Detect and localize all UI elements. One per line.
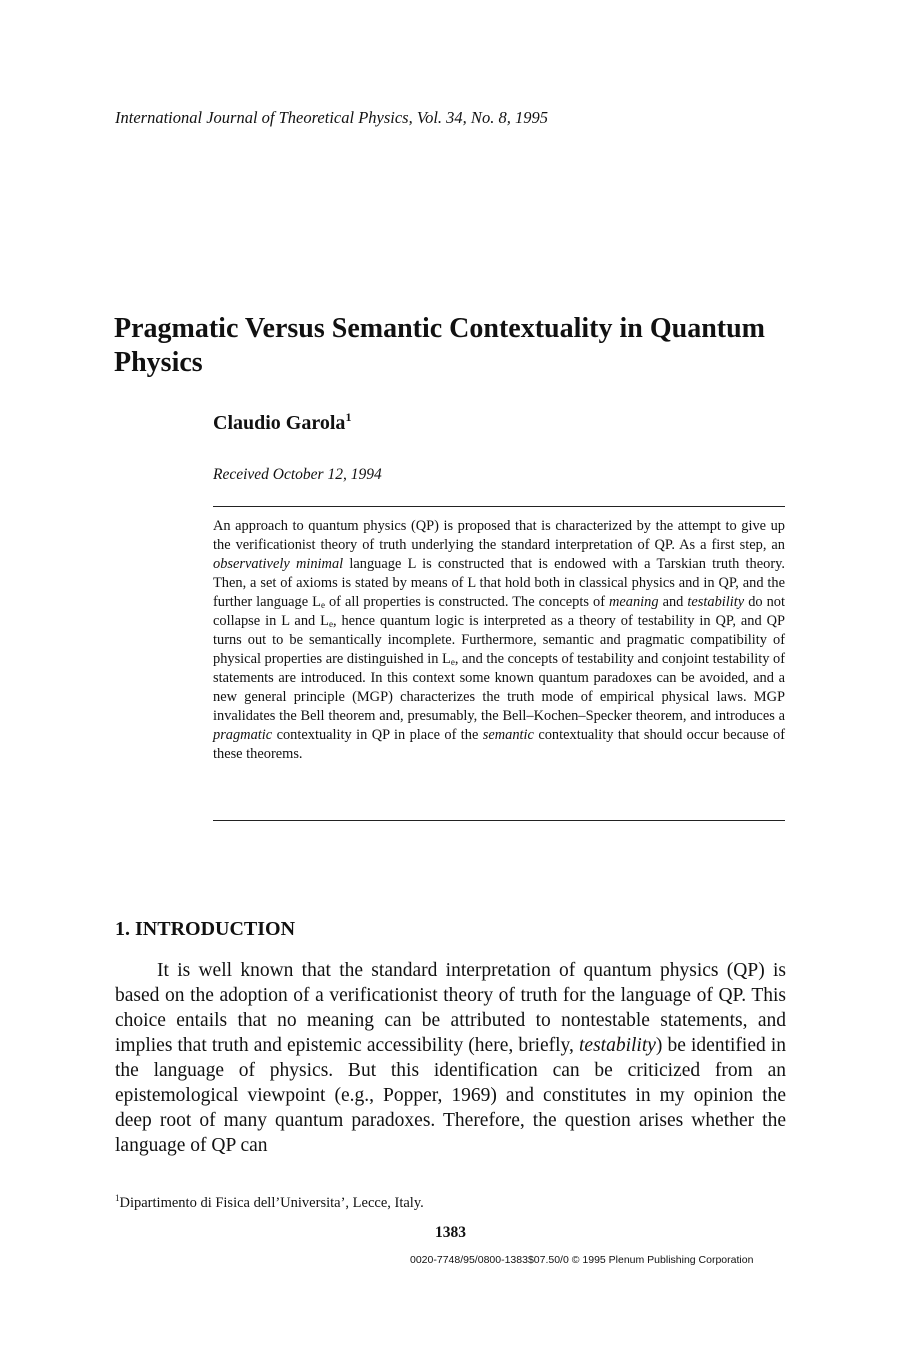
abstract	[213, 517, 785, 764]
abstract-text: do not collapse in L and L	[213, 594, 785, 629]
intro-paragraph	[115, 958, 786, 1158]
footnote-mark: 1	[115, 1193, 120, 1203]
abstract-text: of all properties is constructed. The concepts of	[324, 594, 610, 610]
paper-title: Pragmatic Versus Semantic Contextuality in Quantum Physics	[114, 313, 765, 378]
abstract-subscript: e	[450, 657, 455, 667]
abstract-text: , and the concepts of testability and conjoint testability of statements are introduced. In this context some known quantum paradoxes can be avoided, and a new general principle (MGP) characterizes the truth mode of empirical physical laws. MGP invalidates the Bell theorem and, presumably, the Bell–Kochen–Specker theorem, and introduces a	[213, 651, 785, 724]
intro-italic: testability	[579, 1035, 656, 1056]
abstract-subscript: e	[320, 600, 325, 610]
abstract-italic: meaning	[609, 594, 659, 610]
author-name-text: Claudio Garola	[213, 412, 346, 434]
footnote	[115, 1195, 424, 1212]
author-footnote-mark: 1	[345, 410, 352, 424]
abstract-text: , hence quantum logic is interpreted as a theory of testability in QP, and QP turns out to be semantically incomplete. Furthermore, semantic and pragmatic compatibility of physical properties are distinguished in L	[213, 613, 785, 667]
author-name	[213, 412, 351, 435]
abstract-top-rule	[213, 506, 785, 507]
abstract-text: An approach to quantum physics (QP) is proposed that is characterized by the attempt to give up the verificationist theory of truth underlying the standard interpretation of QP. As a first step, an	[213, 518, 785, 553]
intro-text: It is well known that the standard interpretation of quantum physics (QP) is based on the adoption of a verificationist theory of truth for the language of QP. This choice entails that no meaning can be attributed to nontestable statements, and implies that truth and epistemic accessibility (here, briefly,	[115, 960, 786, 1056]
footnote-text: Dipartimento di Fisica dell’Universita’, Lecce, Italy.	[119, 1195, 424, 1211]
page-number: 1383	[435, 1224, 466, 1241]
abstract-bottom-rule	[213, 820, 785, 821]
abstract-italic: semantic	[482, 727, 534, 743]
section-heading: 1. INTRODUCTION	[115, 918, 296, 940]
journal-citation: International Journal of Theoretical Physics, Vol. 34, No. 8, 1995	[115, 108, 548, 127]
abstract-italic: observatively minimal	[213, 556, 344, 572]
abstract-italic: testability	[687, 594, 745, 610]
abstract-text: contextuality that should occur because of these theorems.	[213, 727, 785, 762]
abstract-subscript: e	[328, 619, 333, 629]
abstract-text: language L is constructed that is endowed with a Tarskian truth theory. Then, a set of axioms is stated by means of L that hold both in classical physics and in QP, and the further language L	[213, 556, 785, 610]
received-date: Received October 12, 1994	[213, 466, 382, 483]
abstract-text: and	[658, 594, 688, 610]
intro-text: ) be identified in the language of physics. But this identification can be criticized from an epistemological viewpoint (e.g., Popper, 1969) and constitutes in my opinion the deep root of many quantum paradoxes. Therefore, the question arises whether the language of QP can	[115, 1035, 786, 1156]
copyright-line: 0020-7748/95/0800-1383$07.50/0 © 1995 Plenum Publishing Corporation	[410, 1254, 754, 1266]
abstract-text: contextuality in QP in place of the	[272, 727, 483, 743]
abstract-italic: pragmatic	[213, 727, 273, 743]
